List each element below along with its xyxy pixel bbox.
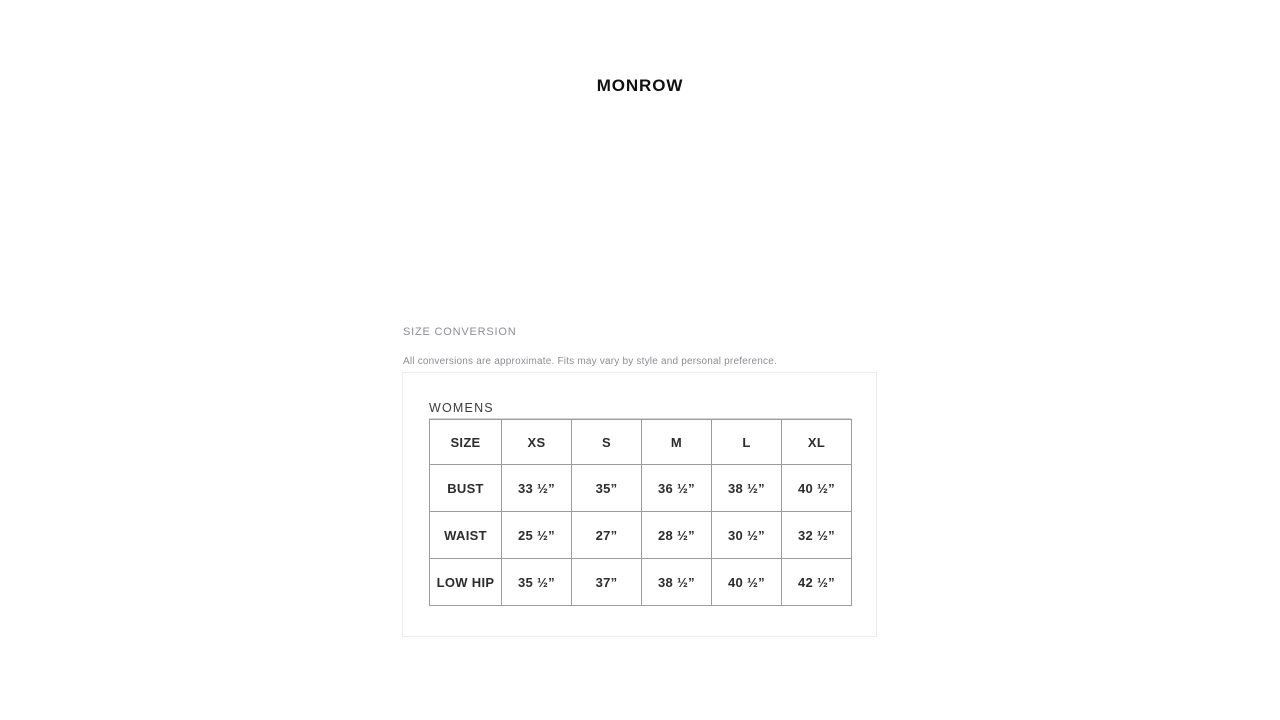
value-cell: 30 ½” <box>712 512 782 559</box>
row-label-cell: BUST <box>430 465 502 512</box>
page-title: SIZE CONVERSION <box>403 326 517 338</box>
header-cell-l: L <box>712 420 782 465</box>
table-row-low-hip <box>430 559 852 606</box>
value-cell: 28 ½” <box>642 512 712 559</box>
value-cell: 35 ½” <box>502 559 572 606</box>
value-cell: 38 ½” <box>712 465 782 512</box>
header-cell-s: S <box>572 420 642 465</box>
table-row-waist <box>430 512 852 559</box>
row-label-cell: WAIST <box>430 512 502 559</box>
size-chart-tabs <box>429 399 851 419</box>
disclaimer-text: All conversions are approximate. Fits may vary by style and personal preference. <box>403 356 777 367</box>
value-cell: 40 ½” <box>782 465 852 512</box>
size-table-header-row <box>430 420 852 465</box>
header-cell-m: M <box>642 420 712 465</box>
brand-logo[interactable]: MONROW <box>596 76 684 95</box>
value-cell: 42 ½” <box>782 559 852 606</box>
header-cell-xs: XS <box>502 420 572 465</box>
header-cell-xl: XL <box>782 420 852 465</box>
value-cell: 25 ½” <box>502 512 572 559</box>
value-cell: 38 ½” <box>642 559 712 606</box>
value-cell: 36 ½” <box>642 465 712 512</box>
row-label-cell: LOW HIP <box>430 559 502 606</box>
value-cell: 32 ½” <box>782 512 852 559</box>
tab-womens[interactable]: WOMENS <box>429 401 494 415</box>
size-table <box>429 419 852 606</box>
value-cell: 40 ½” <box>712 559 782 606</box>
table-row-bust <box>430 465 852 512</box>
value-cell: 37” <box>572 559 642 606</box>
header-cell-size: SIZE <box>430 420 502 465</box>
size-chart-panel <box>402 372 877 637</box>
value-cell: 35” <box>572 465 642 512</box>
value-cell: 33 ½” <box>502 465 572 512</box>
value-cell: 27” <box>572 512 642 559</box>
